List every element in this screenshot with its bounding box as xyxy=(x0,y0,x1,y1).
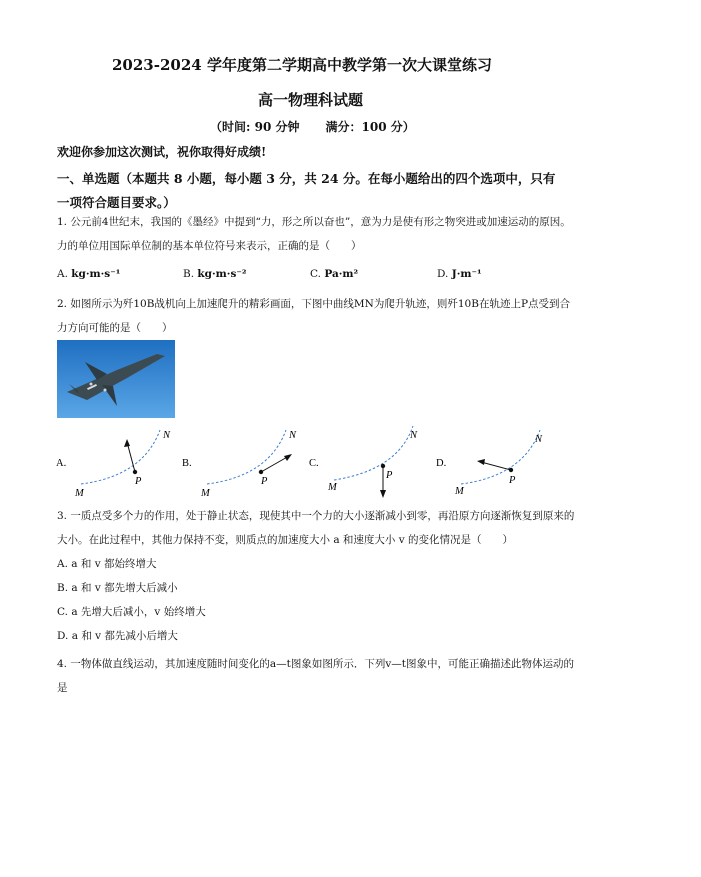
question-2-text: 2. 如图所示为歼10B战机向上加速爬升的精彩画面，下图中曲线MN为爬升轨迹，则歼10B在轨迹上P点受到合力方向可能的是（ ） xyxy=(57,298,571,334)
exam-title: 2023-2024 学年度第二学期高中教学第一次大课堂练习 xyxy=(112,56,492,74)
diagram-a-n: N xyxy=(163,430,171,441)
q2-diagram-c xyxy=(308,420,438,504)
diagram-a-m: M xyxy=(75,488,84,499)
exam-subtitle: 高一物理科试题 xyxy=(258,91,364,109)
diagram-d-p: P xyxy=(509,475,516,486)
q1-option-b: B. kg·m·s⁻² xyxy=(183,268,247,280)
q3-option-c: C. a 先增大后减小，v 始终增大 xyxy=(57,606,206,618)
diagram-a-p: P xyxy=(135,476,142,487)
diagram-d-n: N xyxy=(535,434,543,445)
q3-option-a: A. a 和 v 都始终增大 xyxy=(57,558,157,570)
time-label: （时间: 90 分钟 xyxy=(210,120,300,134)
section-heading: 一、单选题（本题共 8 小题，每小题 3 分，共 24 分。在每小题给出的四个选项中，只有一项符合题目要求。） xyxy=(57,171,556,210)
fighter-jet-photo xyxy=(57,340,175,418)
q2-diagram-b xyxy=(181,420,311,504)
q3-option-b: B. a 和 v 都先增大后减小 xyxy=(57,582,178,594)
diagram-d-letter: D. xyxy=(436,458,447,469)
q1-option-d: D. J·m⁻¹ xyxy=(437,268,482,280)
question-1-text: 1. 公元前4世纪末，我国的《墨经》中提到“力，形之所以奋也”，意为力是使有形之物突进或加速运动的原因。力的单位用国际单位制的基本单位符号来表示，正确的是（ ） xyxy=(57,216,571,252)
diagram-b-letter: B. xyxy=(182,458,192,469)
diagram-c-p: P xyxy=(386,470,393,481)
q2-diagram-d xyxy=(435,420,565,504)
diagram-c-m: M xyxy=(328,482,337,493)
exam-info xyxy=(210,118,415,135)
q3-option-d: D. a 和 v 都先减小后增大 xyxy=(57,630,178,642)
diagram-c-n: N xyxy=(410,430,418,441)
diagram-c-letter: C. xyxy=(309,458,319,469)
diagram-a-letter: A. xyxy=(56,458,67,469)
question-3-text: 3. 一质点受多个力的作用，处于静止状态，现使其中一个力的大小逐渐减小到零，再沿原方向逐渐恢复到原来的大小。在此过程中，其他力保持不变，则质点的加速度大小 a 和速度大小 v 的变化情况是（ ） xyxy=(57,510,575,546)
diagram-b-n: N xyxy=(289,430,297,441)
diagram-b-m: M xyxy=(201,488,210,499)
diagram-b-p: P xyxy=(261,476,268,487)
welcome-text: 欢迎你参加这次测试，祝你取得好成绩! xyxy=(57,145,267,159)
diagram-d-m: M xyxy=(455,486,464,497)
q2-diagram-a xyxy=(55,420,185,504)
score-label: 满分：100 分） xyxy=(325,120,415,134)
question-4-text: 4. 一物体做直线运动，其加速度随时间变化的a—t图象如图所示．下列v—t图象中，可能正确描述此物体运动的是 xyxy=(57,658,574,694)
q1-option-c: C. Pa·m² xyxy=(310,268,359,280)
q1-option-a: A. kg·m·s⁻¹ xyxy=(57,268,121,280)
